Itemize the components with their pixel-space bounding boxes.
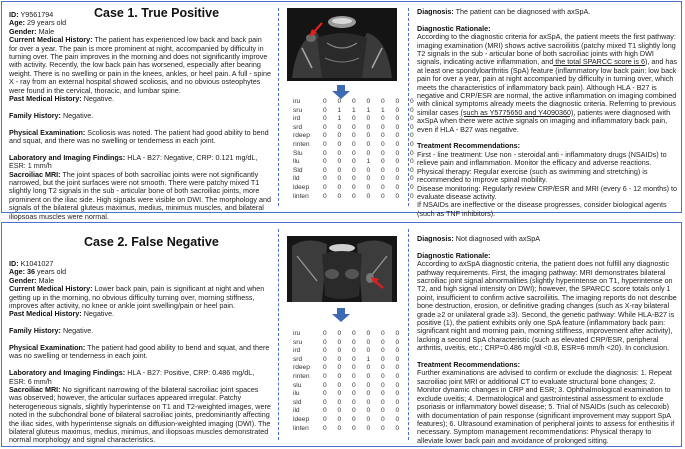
matrix-cell: 0 <box>337 330 342 337</box>
matrix-row <box>293 407 410 416</box>
matrix-row-label: srd <box>293 355 303 363</box>
matrix-row <box>293 330 410 339</box>
family-history: Negative. <box>62 110 94 120</box>
matrix-cell: 0 <box>352 424 356 432</box>
sparcc-matrix <box>293 98 425 201</box>
current-medical-history: Lower back pain, pain is significant at night and when getting up in the morning, no obvious difficulty turning over, morning stiffness, improves after activity, no knee or ankle joint swelling/pain or heel pain. <box>9 284 265 311</box>
matrix-cell: 0 <box>323 132 327 140</box>
matrix-cell: 0 <box>381 330 385 337</box>
matrix-cell: 0 <box>337 347 342 355</box>
matrix-row-label: ild <box>293 407 300 415</box>
rationale-heading: Diagnostic Rationale: <box>417 23 491 33</box>
mri-image <box>287 236 397 302</box>
patient-info: ID: Y9561794 Age: 29 years old Gender: Male Current Medical History: The patient has experienced low back and back pain for over a year. The pain is more prominent at night, accompanied by difficulty in turning over. The pain improves in the morning and does not significantly improve with activity. Recently, the low back pain has worsened, especially after bearing weight. There is no swelling or pain in the knees, ankles, or heel pain. A full - spine X - ray from an external hospital showed scoliosis, and no obvious osteophytes were found in the cervical, thoracic, and lumbar spine. Past Medical History: Negative. Family History: Negative. Physical Examination: Scoliosis was noted. The patient had good ability to bend and squat, and there was no swelling or tenderness in each joint. Laboratory and Imaging Findings: HLA - B27: Negative, CRP: 0.121 mg/dL, ESR: 1 mm/h Sacroiliac MRI: The joint spaces of both sacroiliac joints were not significantly narrowed, but the joint surfaces were not smooth. There were patchy mixed T1 slightly long T2 signals in the sub - articular bone of both sacroiliac joints, more prominent on the iliac side. High signals were visible on DWI. The morphology and signals of the bilateral gluteus maximus, medius, minimus muscles, and bilateral iliopsoas muscles were normal. <box>9 10 271 221</box>
matrix-cell: 0 <box>352 166 356 174</box>
matrix-row-label: ldeep <box>293 183 310 191</box>
past-medical-history: Negative. <box>83 309 115 319</box>
matrix-cell: 0 <box>381 407 385 415</box>
matrix-cell: 0 <box>323 338 327 346</box>
matrix-row <box>293 373 410 382</box>
matrix-cell: 0 <box>337 381 342 389</box>
matrix-cell: 0 <box>323 372 327 380</box>
matrix-cell: 0 <box>352 123 356 131</box>
dashed-divider <box>278 229 279 440</box>
matrix-row-label: ldeep <box>293 415 310 423</box>
matrix-row-label: sld <box>293 398 302 406</box>
matrix-cell: 0 <box>352 381 356 389</box>
diagnostic-rationale: According to axSpA diagnostic criteria, the patient does not fulfill any diagnostic pathway requirements. First, the imaging pathway: MRI demonstrates bilateral sacroiliac joint signal abnormalities (slightly hyperintense on T1, hyperintense on T2, and high signal intensity on DWI); however, the SPARCC score totals only 1 point, insufficient to confirm active sacroiliitis. The imaging reports do not describe bone destruction, erosion, or definitive grading changes (such as X-ray bilateral grade ≥2 or unilateral grade ≥3). Second, the genetic pathway: While HLA-B27 is positive (1), the patient exhibits only one SpA feature (inflammatory back pain: significant night and morning pain, morning stiffness, improvement after activity), lacking a second SpA characteristic (such as elevated CRP/ESR, peripheral arthritis, uveitis, etc.; CRP=0.486 mg/dl <0.8, ESR=6 mm/h <20). In conclusion. <box>417 259 677 353</box>
matrix-row <box>293 416 410 425</box>
matrix-cell: 1 <box>337 115 342 123</box>
matrix-cell: 0 <box>395 166 400 174</box>
matrix-row <box>293 425 410 434</box>
matrix-row-label: linten <box>293 192 309 200</box>
patient-gender: Male <box>38 26 55 36</box>
past-medical-history: Negative. <box>83 94 115 104</box>
matrix-cell: 1 <box>366 106 371 114</box>
matrix-cell: 0 <box>337 158 342 166</box>
matrix-cell: 0 <box>395 192 400 200</box>
matrix-cell: 0 <box>366 183 371 191</box>
matrix-cell: 0 <box>323 123 327 131</box>
matrix-cell: 0 <box>323 115 327 123</box>
matrix-cell: 0 <box>366 149 371 157</box>
matrix-row-label: sru <box>293 338 303 346</box>
matrix-row-label: rinten <box>293 140 310 148</box>
matrix-cell: 0 <box>410 175 414 183</box>
matrix-cell: 0 <box>352 175 356 183</box>
matrix-cell: 0 <box>366 424 371 432</box>
dashed-divider <box>408 229 409 440</box>
patient-age: years old <box>34 267 67 277</box>
matrix-cell: 0 <box>381 149 385 157</box>
matrix-cell: 0 <box>381 132 385 140</box>
matrix-cell: 0 <box>352 98 356 105</box>
matrix-cell: 0 <box>337 192 342 200</box>
case-title: Case 1. True Positive <box>94 6 220 20</box>
matrix-cell: 0 <box>337 123 342 131</box>
matrix-row <box>293 158 425 167</box>
matrix-row <box>293 356 410 365</box>
matrix-row-label: rinten <box>293 372 310 380</box>
dashed-divider <box>278 8 279 206</box>
matrix-cell: 0 <box>381 98 385 105</box>
matrix-cell: 0 <box>381 123 385 131</box>
treatment-item: First - line treatment: Use non - steroidal anti - inflammatory drugs (NSAIDs) to relieve pain and inflammation. Monitor the efficacy and adverse reactions. <box>417 149 667 168</box>
matrix-cell: 0 <box>410 98 414 105</box>
matrix-cell: 0 <box>366 132 371 140</box>
matrix-cell: 0 <box>410 192 414 200</box>
matrix-cell: 0 <box>323 415 327 423</box>
matrix-row <box>293 124 425 133</box>
matrix-row-label: slu <box>293 381 302 389</box>
matrix-cell: 0 <box>381 175 385 183</box>
matrix-cell: 0 <box>410 115 414 123</box>
matrix-cell: 0 <box>395 415 400 423</box>
matrix-cell: 0 <box>381 140 385 148</box>
matrix-cell: 0 <box>381 424 385 432</box>
matrix-cell: 0 <box>381 381 385 389</box>
matrix-cell: 0 <box>395 330 400 337</box>
lab-findings: HLA - B27: Positive, CRP: 0.486 mg/dL, ESR: 6 mm/h <box>9 368 255 386</box>
matrix-cell: 0 <box>366 123 371 131</box>
matrix-cell: 0 <box>395 355 400 363</box>
matrix-cell: 0 <box>381 115 385 123</box>
family-history: Negative. <box>62 326 94 336</box>
matrix-cell: 0 <box>366 330 371 337</box>
case-1-panel <box>1 1 682 221</box>
matrix-cell: 0 <box>323 381 327 389</box>
matrix-cell: 0 <box>352 355 356 363</box>
physical-examination: The patient had good ability to bend and squat, and there was no swelling or tenderness in each joint. <box>9 343 270 361</box>
matrix-cell: 0 <box>337 166 342 174</box>
sparcc-matrix <box>293 330 410 433</box>
diagnostic-rationale: According to the diagnostic criteria for axSpA, the patient meets the first pathway: imaging examination (MRI) shows active sacroiliitis (patchy mixed T1 slightly long T2 signals in the sub - articular bone of both sacroiliac joints with high DWI signals, indicating active inflammation, and the total SPARCC score is 6), and has at least one spondyloarthritis (SpA) feature (inflammatory low back pain: low back pain for over a year, pain at night accompanied by difficulty in turning over, which meets the characteristics of inflammatory back pain). Although HLA - B27 is negative and CRP/ESR are normal, the active inflammation on imaging combined with clinical symptoms already meets the diagnostic criteria. Referring to previous similar cases (such as Y5775650 and Y4090360), patients were diagnosed with axSpA when there were active signals on imaging and inflammatory back pain, even if HLA - B27 was negative. <box>417 32 677 134</box>
matrix-row-label: sru <box>293 106 303 114</box>
matrix-cell: 0 <box>323 166 327 174</box>
matrix-cell: 0 <box>337 424 342 432</box>
treatment-heading: Treatment Recommendations: <box>417 360 521 370</box>
matrix-cell: 0 <box>337 98 342 105</box>
matrix-cell: 0 <box>337 398 342 406</box>
matrix-cell: 0 <box>381 338 385 346</box>
matrix-cell: 0 <box>337 364 342 372</box>
matrix-row-label: linten <box>293 424 309 432</box>
matrix-cell: 0 <box>352 372 356 380</box>
case-title: Case 2. False Negative <box>84 235 219 249</box>
matrix-cell: 0 <box>366 398 371 406</box>
down-arrow-icon <box>332 85 350 99</box>
matrix-cell: 0 <box>410 183 414 191</box>
physical-examination: Scoliosis was noted. The patient had good ability to bend and squat, and there was no swelling or tenderness in each joint. <box>9 127 269 146</box>
matrix-cell: 0 <box>410 106 414 114</box>
matrix-row-label: lld <box>293 175 300 183</box>
matrix-cell: 0 <box>395 175 400 183</box>
matrix-cell: 0 <box>395 106 400 114</box>
matrix-cell: 0 <box>337 338 342 346</box>
matrix-cell: 0 <box>323 398 327 406</box>
matrix-cell: 0 <box>323 106 327 114</box>
matrix-cell: 0 <box>366 407 371 415</box>
matrix-row <box>293 347 410 356</box>
matrix-cell: 0 <box>395 372 400 380</box>
matrix-row <box>293 150 425 159</box>
matrix-cell: 0 <box>337 355 342 363</box>
matrix-cell: 0 <box>395 407 400 415</box>
current-medical-history: The patient has experienced low back and back pain for over a year. The pain is more prominent at night, accompanied by difficulty in turning over. The pain improves in the morning and does not significantly improve with activity. Recently, the low back pain has worsened, especially after bearing weight. There is no swelling or pain in the knees, ankles, or heel pain. A full - spine X - ray from an external hospital showed scoliosis, and no obvious osteophytes were found in the cervical, thoracic, and lumbar spine. <box>9 35 271 95</box>
matrix-cell: 1 <box>366 355 371 363</box>
matrix-cell: 0 <box>366 390 371 398</box>
matrix-cell: 0 <box>395 183 400 191</box>
matrix-cell: 0 <box>352 398 356 406</box>
matrix-cell: 0 <box>395 381 400 389</box>
matrix-cell: 0 <box>352 192 356 200</box>
matrix-cell: 0 <box>352 330 356 337</box>
matrix-cell: 0 <box>395 123 400 131</box>
matrix-cell: 1 <box>381 106 385 114</box>
diagnosis: The patient can be diagnosed with axSpA. <box>455 7 591 16</box>
matrix-cell: 0 <box>352 149 356 157</box>
matrix-cell: 0 <box>352 115 356 123</box>
matrix-cell: 0 <box>352 338 356 346</box>
matrix-cell: 0 <box>323 330 327 337</box>
matrix-cell: 0 <box>381 415 385 423</box>
matrix-cell: 0 <box>395 140 400 148</box>
matrix-row <box>293 132 425 141</box>
matrix-cell: 0 <box>323 140 327 148</box>
treatment-item: Disease monitoring: Regularly review CRP/ESR and MRI (every 6 - 12 months) to evaluate disease activity. <box>417 183 678 201</box>
patient-age-number: 36 <box>26 267 35 277</box>
matrix-cell: 1 <box>337 106 342 114</box>
matrix-cell: 0 <box>395 390 400 398</box>
matrix-cell: 0 <box>323 149 327 157</box>
matrix-cell: 0 <box>337 132 342 140</box>
matrix-cell: 0 <box>366 175 371 183</box>
matrix-cell: 0 <box>366 415 371 423</box>
matrix-cell: 0 <box>395 158 400 166</box>
matrix-row-label: iru <box>293 98 301 105</box>
diagnosis-panel: Diagnosis: Not diagnosed with axSpA Diagnostic Rationale: According to axSpA diagnostic criteria, the patient does not fulfill any diagnostic pathway requirements. First, the imaging pathway: MRI demonstrates bilateral sacroiliac joint signal abnormalities (slightly hyperintense on T1, hyperintense on T2, and high signal intensity on DWI); however, the SPARCC score totals only 1 point, insufficient to confirm active sacroiliitis. The imaging reports do not describe bone destruction, erosion, or definitive grading changes (such as X-ray bilateral grade ≥2 or unilateral grade ≥3). Second, the genetic pathway: While HLA-B27 is positive (1), the patient exhibits only one SpA feature (inflammatory back pain: significant night and morning pain, morning stiffness, improvement after activity), lacking a second SpA characteristic (such as elevated CRP/ESR, peripheral arthritis, uveitis, etc.; CRP=0.486 mg/dl <0.8, ESR=6 mm/h <20). In conclusion. Treatment Recommendations: Further examinations are advised to confirm or exclude the diagnosis: 1. Repeat sacroiliac joint MRI or additional CT to evaluate structural bone changes; 2. Monitor dynamic changes in CRP and ESR; 3. Ophthalmological examination to exclude uveitis; 4. Dermatological and gastrointestinal assessment to exclude psoriasis or inflammatory bowel disease; 5. Trial of NSAIDs (such as celecoxib) with documentation of pain response (significant improvement may support SpA features); 6. Ultrasound examination of peripheral joints to assess for enthesitis if necessary. Symptom management recommendations: Physical therapy to alleviate lower back pain and avoidance of prolonged sitting. <box>417 235 679 445</box>
matrix-row-label: iru <box>293 330 301 337</box>
matrix-cell: 0 <box>352 364 356 372</box>
sacroiliac-mri: No significant narrowing of the bilateral sacroiliac joint spaces was observed; however, the articular surfaces appeared irregular. Patchy heterogeneous signals, slightly hyperintense on T1 and T2-weighted images, were noted in the subchondral bone of bilateral sacroiliac joints, predominantly affecting the iliac sides, with hyperintense signals on diffusion-weighted imaging (DWI). The bilateral gluteus maximus, medius, minimus, and iliopsoas muscles demonstrated normal morphology and signal characteristics. <box>9 385 271 445</box>
matrix-row <box>293 141 425 150</box>
matrix-cell: 0 <box>395 98 400 105</box>
sacroiliac-mri: The joint spaces of both sacroiliac joints were not significantly narrowed, but the joint surfaces were not smooth. There were patchy mixed T1 slightly long T2 signals in the sub - articular bone of both sacroiliac joints, more prominent on the iliac side. High signals were visible on DWI. The morphology and signals of the bilateral gluteus maximus, medius, minimus muscles, and bilateral iliopsoas muscles were normal. <box>9 169 271 221</box>
matrix-row <box>293 193 425 202</box>
matrix-cell: 0 <box>352 347 356 355</box>
patient-gender: Male <box>38 275 55 285</box>
matrix-cell: 0 <box>337 149 342 157</box>
matrix-cell: 0 <box>410 166 414 174</box>
matrix-row-label: rdeep <box>293 364 310 372</box>
matrix-row-label: Sld <box>293 166 303 174</box>
matrix-cell: 0 <box>366 364 371 372</box>
matrix-row-label: ird <box>293 115 301 123</box>
matrix-cell: 0 <box>337 415 342 423</box>
patient-age: 29 years old <box>26 18 67 28</box>
case-2-panel <box>1 222 682 447</box>
matrix-cell: 0 <box>366 338 371 346</box>
matrix-cell: 0 <box>410 158 414 166</box>
matrix-cell: 0 <box>395 115 400 123</box>
matrix-row <box>293 175 425 184</box>
matrix-cell: 0 <box>381 183 385 191</box>
matrix-cell: 0 <box>410 123 414 131</box>
matrix-cell: 0 <box>395 132 400 140</box>
matrix-cell: 0 <box>381 364 385 372</box>
matrix-cell: 0 <box>366 166 371 174</box>
matrix-cell: 0 <box>395 347 400 355</box>
matrix-cell: 0 <box>381 390 385 398</box>
matrix-row <box>293 98 425 107</box>
matrix-cell: 0 <box>337 140 342 148</box>
matrix-row-label: ird <box>293 347 301 355</box>
matrix-cell: 0 <box>323 355 327 363</box>
matrix-cell: 0 <box>381 355 385 363</box>
matrix-cell: 0 <box>352 140 356 148</box>
matrix-cell: 0 <box>381 347 385 355</box>
matrix-row <box>293 382 410 391</box>
matrix-row <box>293 184 425 193</box>
matrix-cell: 0 <box>366 98 371 105</box>
lab-findings: HLA - B27: Negative, CRP: 0.121 mg/dL, ESR: 1 mm/h <box>9 152 258 171</box>
treatment-item: If NSAIDs are ineffective or the disease progresses, consider biological agents (such as TNF inhibitors). <box>417 200 667 218</box>
dashed-divider <box>408 8 409 206</box>
matrix-cell: 0 <box>410 140 414 148</box>
diagnosis: Not diagnosed with axSpA <box>455 234 541 243</box>
matrix-cell: 0 <box>366 372 371 380</box>
matrix-row-label: ilu <box>293 390 300 398</box>
matrix-cell: 0 <box>323 424 327 432</box>
patient-id: K1041027 <box>20 259 54 268</box>
matrix-cell: 0 <box>395 364 400 372</box>
matrix-cell: 0 <box>410 149 414 157</box>
matrix-row <box>293 115 425 124</box>
matrix-cell: 0 <box>381 158 385 166</box>
matrix-cell: 0 <box>395 424 400 432</box>
rationale-heading: Diagnostic Rationale: <box>417 250 491 260</box>
treatment-heading: Treatment Recommendations: <box>417 141 521 151</box>
matrix-row <box>293 167 425 176</box>
matrix-row <box>293 107 425 116</box>
matrix-cell: 0 <box>395 338 400 346</box>
matrix-row <box>293 390 410 399</box>
treatment-recommendations: Further examinations are advised to confirm or exclude the diagnosis: 1. Repeat sacroiliac joint MRI or additional CT to evaluate structural bone changes; 2. Monitor dynamic changes in CRP and ESR; 3. Ophthalmological examination to exclude uveitis; 4. Dermatological and gastrointestinal assessment to exclude psoriasis or inflammatory bowel disease; 5. Trial of NSAIDs (such as celecoxib) with documentation of pain response (significant improvement may support SpA features); 6. Ultrasound examination of peripheral joints to assess for enthesitis if necessary. Symptom management recommendations: Physical therapy to alleviate lower back pain and avoidance of prolonged sitting. <box>417 368 675 445</box>
matrix-cell: 0 <box>337 390 342 398</box>
matrix-row <box>293 339 410 348</box>
matrix-cell: 0 <box>323 364 327 372</box>
matrix-cell: 0 <box>381 372 385 380</box>
matrix-cell: 0 <box>395 398 400 406</box>
matrix-cell: 0 <box>323 98 327 105</box>
matrix-cell: 0 <box>366 381 371 389</box>
matrix-row <box>293 399 410 408</box>
matrix-cell: 0 <box>352 158 356 166</box>
matrix-cell: 0 <box>323 158 327 166</box>
matrix-cell: 0 <box>323 175 327 183</box>
matrix-row-label: llu <box>293 158 300 166</box>
matrix-cell: 0 <box>337 372 342 380</box>
matrix-cell: 0 <box>352 390 356 398</box>
matrix-cell: 0 <box>410 132 414 140</box>
matrix-cell: 0 <box>366 347 371 355</box>
matrix-cell: 0 <box>337 407 342 415</box>
matrix-cell: 0 <box>366 140 371 148</box>
matrix-cell: 0 <box>381 166 385 174</box>
matrix-cell: 0 <box>366 115 371 123</box>
diagnosis-panel: Diagnosis: The patient can be diagnosed with axSpA. Diagnostic Rationale: According to the diagnostic criteria for axSpA, the patient meets the first pathway: imaging examination (MRI) shows active sacroiliitis (patchy mixed T1 slightly long T2 signals in the sub - articular bone of both sacroiliac joints with high DWI signals, indicating active inflammation, and the total SPARCC score is 6), and has at least one spondyloarthritis (SpA) feature (inflammatory low back pain: low back pain for over a year, pain at night accompanied by difficulty in turning over, which meets the characteristics of inflammatory back pain). Although HLA - B27 is negative and CRP/ESR are normal, the active inflammation on imaging combined with clinical symptoms already meets the diagnostic criteria. Referring to previous similar cases (such as Y5775650 and Y4090360), patients were diagnosed with axSpA when there were active signals on imaging and inflammatory back pain, even if HLA - B27 was negative. Treatment Recommendations: First - line treatment: Use non - steroidal anti - inflammatory drugs (NSAIDs) to relieve pain and inflammation. Monitor the efficacy and adverse reactions. Physical therapy: Regular exercise (such as swimming and stretching) is recommended to improve spinal mobility. Disease monitoring: Regularly review CRP/ESR and MRI (every 6 - 12 months) to evaluate disease activity. If NSAIDs are ineffective or the disease progresses, consider biological agents (such as TNF inhibitors). <box>417 7 678 218</box>
matrix-cell: 0 <box>323 390 327 398</box>
matrix-cell: 0 <box>323 192 327 200</box>
matrix-row-label: rdeep <box>293 132 310 140</box>
matrix-cell: 0 <box>352 132 356 140</box>
matrix-cell: 0 <box>337 175 342 183</box>
matrix-cell: 0 <box>352 407 356 415</box>
matrix-cell: 0 <box>337 183 342 191</box>
matrix-cell: 0 <box>323 183 327 191</box>
matrix-cell: 0 <box>366 192 371 200</box>
matrix-row-label: Slu <box>293 149 303 157</box>
treatment-item: Physical therapy: Regular exercise (such as swimming and stretching) is recommended to improve spinal mobility. <box>417 166 648 185</box>
matrix-cell: 0 <box>323 347 327 355</box>
matrix-cell: 0 <box>323 407 327 415</box>
patient-id: Y9561794 <box>20 10 54 19</box>
matrix-cell: 0 <box>381 398 385 406</box>
mri-image <box>287 8 397 81</box>
matrix-row-label: srd <box>293 123 303 131</box>
matrix-cell: 0 <box>352 415 356 423</box>
matrix-row <box>293 364 410 373</box>
patient-info: ID: K1041027 Age: 36 years old Gender: Male Current Medical History: Lower back pain, pain is significant at night and when getting up in the morning, no obvious difficulty turning over, morning stiffness, improves after activity, no knee or ankle joint swelling/pain or heel pain. Past Medical History: Negative. Family History: Negative. Physical Examination: The patient had good ability to bend and squat, and there was no swelling or tenderness in each joint. Laboratory and Imaging Findings: HLA - B27: Positive, CRP: 0.486 mg/dL, ESR: 6 mm/h Sacroiliac MRI: No significant narrowing of the bilateral sacroiliac joint spaces was observed; however, the articular surfaces appeared irregular. Patchy heterogeneous signals, slightly hyperintense on T1 and T2-weighted images, were noted in the subchondral bone of bilateral sacroiliac joints, predominantly affecting the iliac sides, with hyperintense signals on diffusion-weighted imaging (DWI). The bilateral gluteus maximus, medius, minimus, and iliopsoas muscles demonstrated normal morphology and signal characteristics. <box>9 259 271 445</box>
matrix-cell: 1 <box>366 158 371 166</box>
matrix-cell: 0 <box>381 192 385 200</box>
matrix-cell: 0 <box>395 149 400 157</box>
down-arrow-icon <box>332 308 350 322</box>
matrix-cell: 1 <box>352 106 356 114</box>
matrix-cell: 0 <box>352 183 356 191</box>
